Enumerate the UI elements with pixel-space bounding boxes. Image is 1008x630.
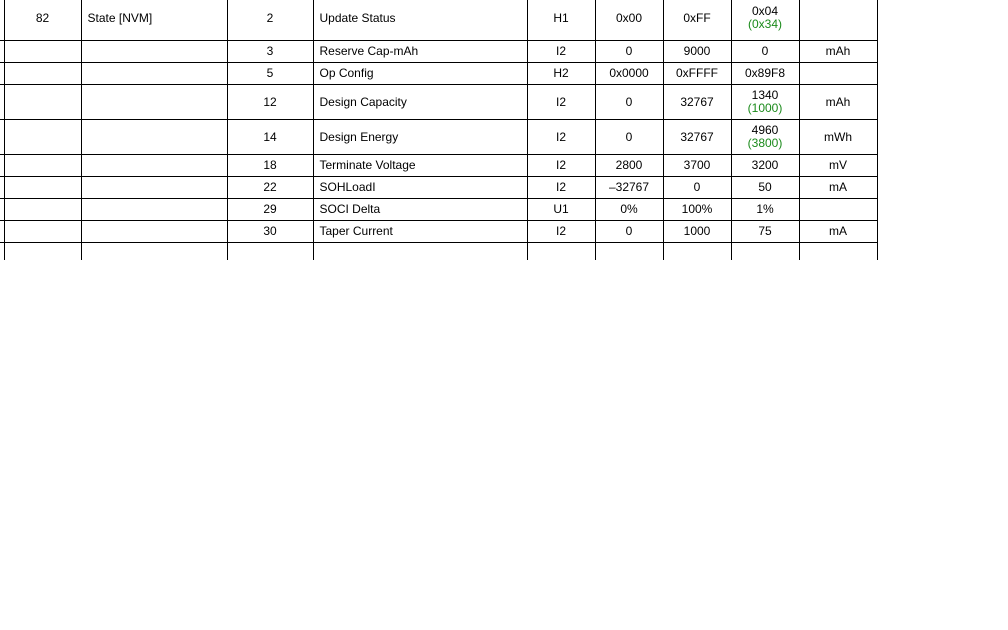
default-value: 1340 xyxy=(751,88,779,102)
default-value-cell: 50 xyxy=(731,177,799,199)
max-value-cell: 0xFFFF xyxy=(663,63,731,85)
default-value-cell xyxy=(731,120,799,155)
empty-cell xyxy=(4,243,81,261)
max-value-cell: 3700 xyxy=(663,155,731,177)
default-value-cell: 75 xyxy=(731,221,799,243)
parameter-name-cell: Design Energy xyxy=(313,120,527,155)
max-value-cell: 100% xyxy=(663,199,731,221)
data-type-cell: H1 xyxy=(527,0,595,41)
data-type-cell: I2 xyxy=(527,221,595,243)
subclass-id-cell xyxy=(4,221,81,243)
min-value-cell: 0x00 xyxy=(595,0,663,41)
min-value-cell: 0% xyxy=(595,199,663,221)
offset-cell: 3 xyxy=(227,41,313,63)
subclass-name-cell xyxy=(81,177,227,199)
max-value-cell: 0 xyxy=(663,177,731,199)
alternate-default-value: (1000) xyxy=(747,101,783,115)
data-type-cell: U1 xyxy=(527,199,595,221)
offset-cell: 12 xyxy=(227,85,313,120)
min-value-cell: 2800 xyxy=(595,155,663,177)
alternate-default-value: (3800) xyxy=(747,136,783,150)
table-row-partial xyxy=(0,243,877,261)
data-flash-table xyxy=(0,0,878,260)
offset-cell: 2 xyxy=(227,0,313,41)
min-value-cell: –32767 xyxy=(595,177,663,199)
min-value-cell: 0x0000 xyxy=(595,63,663,85)
empty-cell xyxy=(595,243,663,261)
subclass-id-cell xyxy=(4,199,81,221)
default-value-cell: 1% xyxy=(731,199,799,221)
data-type-cell: H2 xyxy=(527,63,595,85)
unit-cell: mV xyxy=(799,155,877,177)
parameter-name-cell: Taper Current xyxy=(313,221,527,243)
parameter-name-cell: SOCI Delta xyxy=(313,199,527,221)
max-value-cell: 9000 xyxy=(663,41,731,63)
default-value-cell xyxy=(731,0,799,41)
subclass-name-cell xyxy=(81,63,227,85)
offset-cell: 29 xyxy=(227,199,313,221)
parameter-name-cell: Op Config xyxy=(313,63,527,85)
unit-cell xyxy=(799,199,877,221)
parameter-name-cell: Design Capacity xyxy=(313,85,527,120)
subclass-name-cell: State [NVM] xyxy=(81,0,227,41)
subclass-name-cell xyxy=(81,41,227,63)
table-row xyxy=(0,41,877,63)
subclass-id-cell xyxy=(4,63,81,85)
offset-cell: 30 xyxy=(227,221,313,243)
unit-cell: mAh xyxy=(799,41,877,63)
subclass-id-cell xyxy=(4,177,81,199)
data-type-cell: I2 xyxy=(527,41,595,63)
min-value-cell: 0 xyxy=(595,221,663,243)
empty-cell xyxy=(799,243,877,261)
unit-cell: mAh xyxy=(799,85,877,120)
parameter-name-cell: Update Status xyxy=(313,0,527,41)
subclass-name-cell xyxy=(81,120,227,155)
parameter-name-cell: Terminate Voltage xyxy=(313,155,527,177)
subclass-id-cell xyxy=(4,85,81,120)
table-row xyxy=(0,155,877,177)
table-row xyxy=(0,221,877,243)
table-row xyxy=(0,85,877,120)
default-value: 4960 xyxy=(751,123,779,137)
unit-cell: mA xyxy=(799,221,877,243)
data-type-cell: I2 xyxy=(527,155,595,177)
min-value-cell: 0 xyxy=(595,85,663,120)
empty-cell xyxy=(527,243,595,261)
max-value-cell: 0xFF xyxy=(663,0,731,41)
unit-cell: mWh xyxy=(799,120,877,155)
subclass-name-cell xyxy=(81,199,227,221)
subclass-name-cell xyxy=(81,221,227,243)
default-value-cell: 0 xyxy=(731,41,799,63)
empty-cell xyxy=(227,243,313,261)
min-value-cell: 0 xyxy=(595,41,663,63)
default-value-cell: 3200 xyxy=(731,155,799,177)
alternate-default-value: (0x34) xyxy=(747,17,782,31)
offset-cell: 18 xyxy=(227,155,313,177)
subclass-name-cell xyxy=(81,155,227,177)
subclass-id-cell xyxy=(4,155,81,177)
max-value-cell: 32767 xyxy=(663,120,731,155)
default-value-cell xyxy=(731,85,799,120)
table-row xyxy=(0,177,877,199)
default-value: 0x04 xyxy=(751,4,779,18)
data-type-cell: I2 xyxy=(527,177,595,199)
subclass-id-cell: 82 xyxy=(4,0,81,41)
subclass-name-cell xyxy=(81,85,227,120)
min-value-cell: 0 xyxy=(595,120,663,155)
offset-cell: 5 xyxy=(227,63,313,85)
max-value-cell: 32767 xyxy=(663,85,731,120)
max-value-cell: 1000 xyxy=(663,221,731,243)
empty-cell xyxy=(663,243,731,261)
subclass-id-cell xyxy=(4,120,81,155)
table-row xyxy=(0,63,877,85)
empty-cell xyxy=(81,243,227,261)
data-type-cell: I2 xyxy=(527,85,595,120)
data-type-cell: I2 xyxy=(527,120,595,155)
unit-cell xyxy=(799,0,877,41)
parameter-name-cell: SOHLoadI xyxy=(313,177,527,199)
table-row xyxy=(0,120,877,155)
empty-cell xyxy=(313,243,527,261)
default-value-cell: 0x89F8 xyxy=(731,63,799,85)
unit-cell: mA xyxy=(799,177,877,199)
empty-cell xyxy=(731,243,799,261)
parameter-name-cell: Reserve Cap-mAh xyxy=(313,41,527,63)
offset-cell: 22 xyxy=(227,177,313,199)
table-body xyxy=(0,0,877,260)
table-row xyxy=(0,0,877,41)
table-row xyxy=(0,199,877,221)
subclass-id-cell xyxy=(4,41,81,63)
offset-cell: 14 xyxy=(227,120,313,155)
unit-cell xyxy=(799,63,877,85)
